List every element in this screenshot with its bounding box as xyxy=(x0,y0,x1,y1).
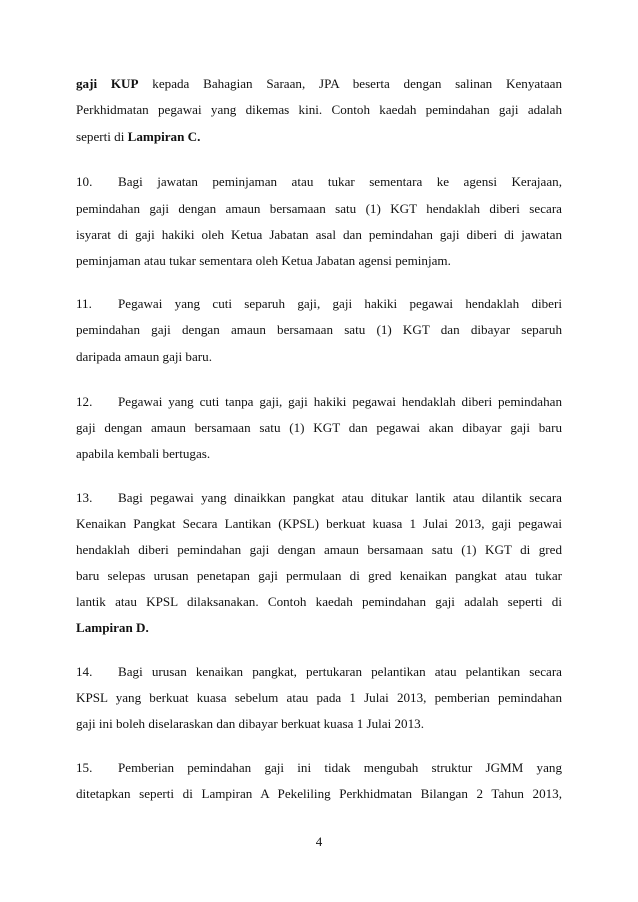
para13-line-1 xyxy=(76,490,562,506)
para11-line-2: pemindahan gaji dengan amaun bersamaan satu (1) KGT dan dibayar separuh xyxy=(76,322,562,337)
para13-appendix-ref: Lampiran D. xyxy=(76,620,149,635)
para12-line-2: gaji dengan amaun bersamaan satu (1) KGT dan pegawai akan dibayar gaji baru xyxy=(76,420,562,435)
intro-appendix-ref: Lampiran C. xyxy=(127,129,201,144)
para15-number: 15. xyxy=(76,760,93,775)
para10-line-1-text: Bagi jawatan peminjaman atau tukar sementara ke agensi Kerajaan, xyxy=(118,174,562,189)
para10-line-3: isyarat di gaji hakiki oleh Ketua Jabatan asal dan pemindahan gaji diberi di jawatan xyxy=(76,227,562,242)
para14-line-1-text: Bagi urusan kenaikan pangkat, pertukaran pelantikan atau pelantikan secara xyxy=(118,664,562,679)
para13-line-3: hendaklah diberi pemindahan gaji dengan amaun bersamaan satu (1) KGT di gred xyxy=(76,542,562,557)
para14-line-3: gaji ini boleh diselaraskan dan dibayar berkuat kuasa 1 Julai 2013. xyxy=(76,716,424,731)
para11-number: 11. xyxy=(76,296,92,311)
intro-bold-term: gaji KUP xyxy=(76,76,139,91)
para15-line-1-text: Pemberian pemindahan gaji ini tidak mengubah struktur JGMM yang xyxy=(118,760,562,775)
para13-line-4: baru selepas urusan penetapan gaji permulaan di gred kenaikan pangkat atau tukar xyxy=(76,568,562,583)
para13-number: 13. xyxy=(76,490,93,505)
para14-line-2: KPSL yang berkuat kuasa sebelum atau pada 1 Julai 2013, pemberian pemindahan xyxy=(76,690,562,705)
para11-line-1-text: Pegawai yang cuti separuh gaji, gaji hakiki pegawai hendaklah diberi xyxy=(118,296,562,311)
intro-line-1-text: kepada Bahagian Saraan, JPA beserta dengan salinan Kenyataan xyxy=(138,76,562,91)
para13-line-2: Kenaikan Pangkat Secara Lantikan (KPSL) berkuat kuasa 1 Julai 2013, gaji pegawai xyxy=(76,516,562,531)
intro-line-1 xyxy=(76,76,562,92)
para15-line-1 xyxy=(76,760,562,776)
para14-line-1 xyxy=(76,664,562,680)
para11-line-1 xyxy=(76,296,562,312)
para13-line-5: lantik atau KPSL dilaksanakan. Contoh kaedah pemindahan gaji adalah seperti di xyxy=(76,594,562,609)
para12-number: 12. xyxy=(76,394,93,409)
para10-line-1 xyxy=(76,174,562,190)
page-number: 4 xyxy=(315,834,323,849)
intro-line-2: Perkhidmatan pegawai yang dikemas kini. Contoh kaedah pemindahan gaji adalah xyxy=(76,102,562,117)
para13-line-1-text: Bagi pegawai yang dinaikkan pangkat atau ditukar lantik atau dilantik secara xyxy=(118,490,562,505)
para10-number: 10. xyxy=(76,174,93,189)
para11-line-3: daripada amaun gaji baru. xyxy=(76,349,212,364)
para13-line-6 xyxy=(76,620,562,636)
para12-line-1-text: Pegawai yang cuti tanpa gaji, gaji hakiki pegawai hendaklah diberi pemindahan xyxy=(118,394,562,409)
para10-line-4: peminjaman atau tukar sementara oleh Ketua Jabatan agensi peminjam. xyxy=(76,253,451,268)
para14-number: 14. xyxy=(76,664,93,679)
intro-line-3 xyxy=(76,129,562,145)
intro-line-3-text: seperti di xyxy=(76,129,128,144)
para12-line-3: apabila kembali bertugas. xyxy=(76,446,211,461)
para15-line-2: ditetapkan seperti di Lampiran A Pekeliling Perkhidmatan Bilangan 2 Tahun 2013, xyxy=(76,786,562,801)
para10-line-2: pemindahan gaji dengan amaun bersamaan satu (1) KGT hendaklah diberi secara xyxy=(76,201,562,216)
para12-line-1 xyxy=(76,394,562,410)
